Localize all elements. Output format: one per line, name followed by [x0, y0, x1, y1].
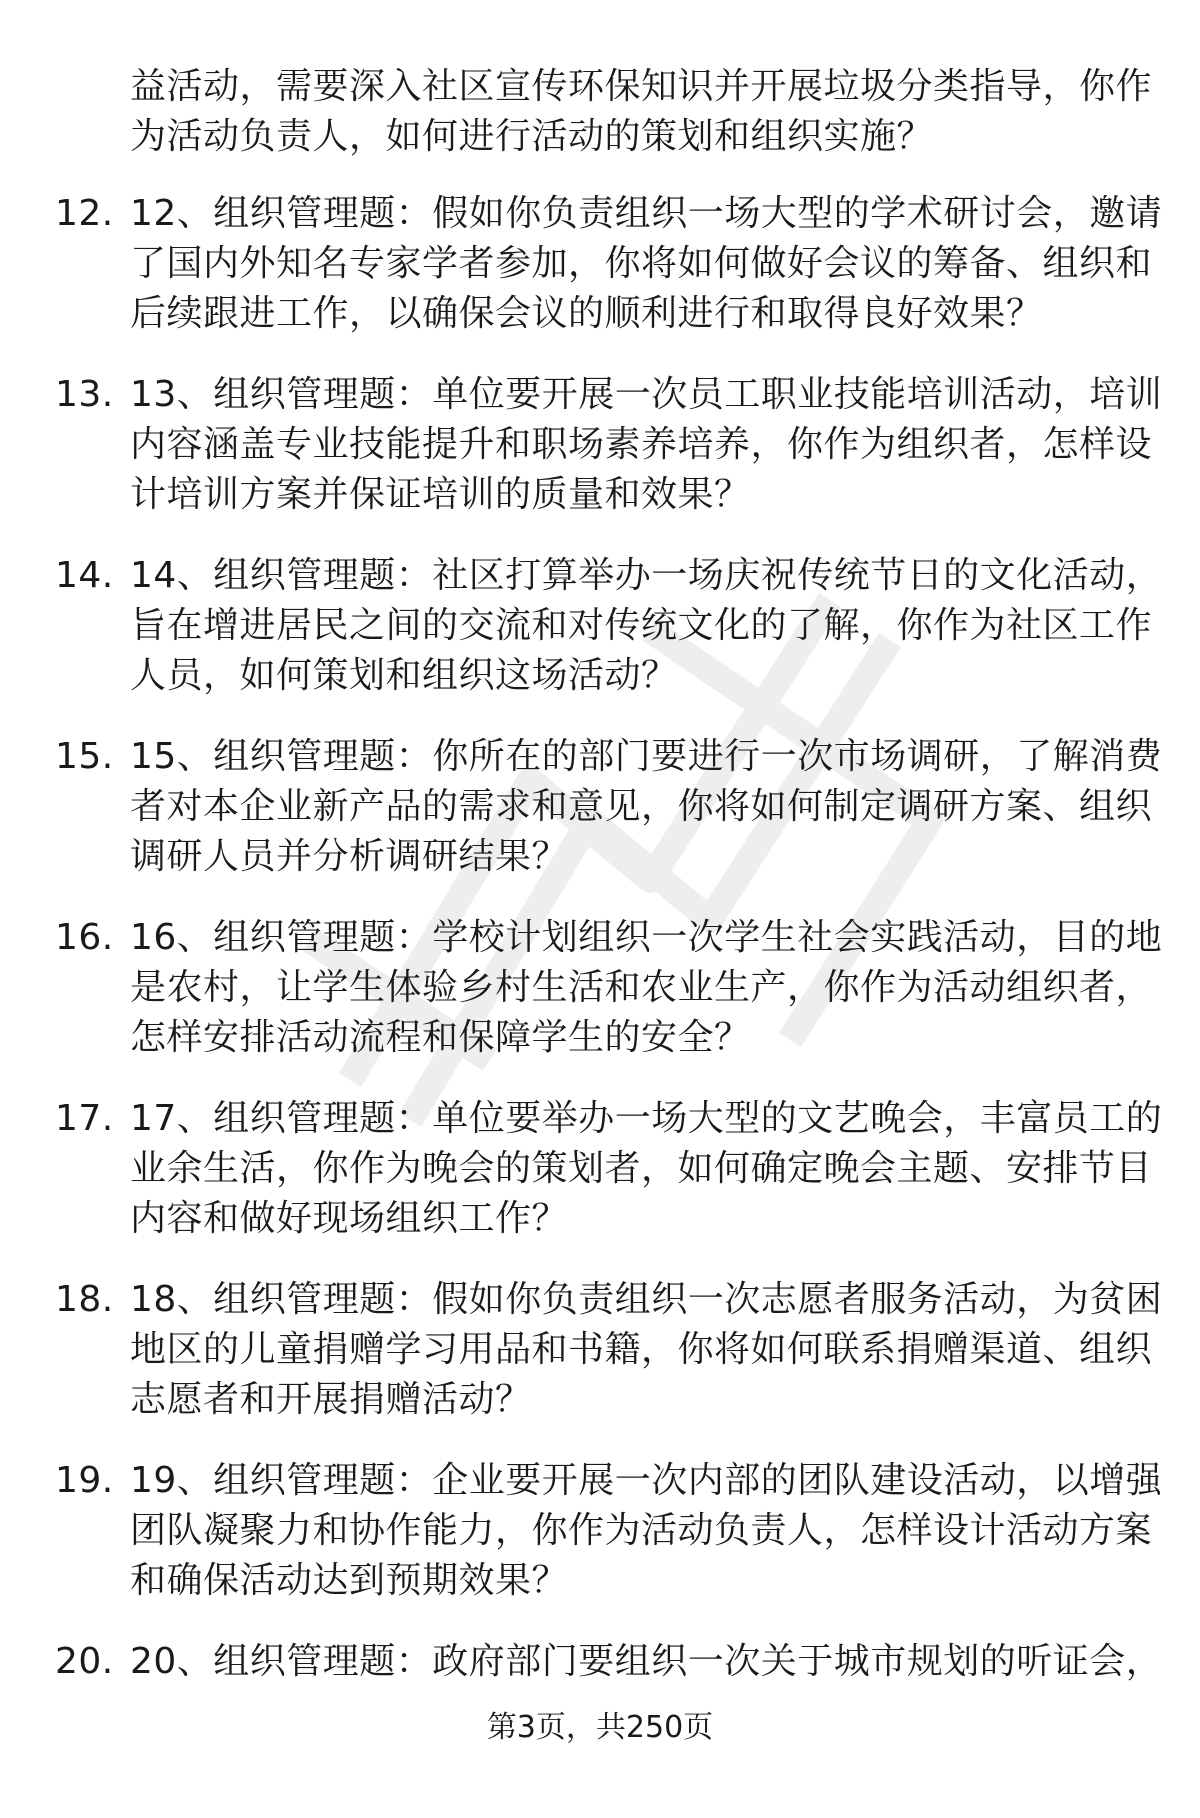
- question-text: [130, 551, 1163, 701]
- question-line: 是农村，让学生体验乡村生活和农业生产，你作为活动组织者，: [130, 967, 1153, 1008]
- question-text: [130, 1094, 1163, 1244]
- question-number: 16.: [55, 917, 114, 958]
- continuation-paragraph: [130, 62, 1153, 162]
- question-line: 团队凝聚力和协作能力，你作为活动负责人，怎样设计活动方案: [130, 1510, 1153, 1551]
- question-line: 怎样安排活动流程和保障学生的安全？: [130, 1017, 751, 1058]
- question-number: 14.: [55, 555, 114, 596]
- question-number: 12.: [55, 193, 114, 234]
- question-number: 18.: [55, 1279, 114, 1320]
- question-line: 19、组织管理题：企业要开展一次内部的团队建设活动，以增强: [130, 1460, 1163, 1501]
- question-number: 17.: [55, 1098, 114, 1139]
- question-list: [0, 189, 1200, 1818]
- question-line: 业余生活，你作为晚会的策划者，如何确定晚会主题、安排节目: [130, 1148, 1153, 1189]
- question-number: 19.: [55, 1460, 114, 1501]
- question-line: 志愿者和开展捐赠活动？: [130, 1379, 532, 1420]
- question-line: 者对本企业新产品的需求和意见，你将如何制定调研方案、组织: [130, 786, 1153, 827]
- question-line: 14、组织管理题：社区打算举办一场庆祝传统节日的文化活动，: [130, 555, 1163, 596]
- question-item-18: [0, 1275, 1200, 1456]
- question-line: 17、组织管理题：单位要举办一场大型的文艺晚会，丰富员工的: [130, 1098, 1163, 1139]
- continuation-line: 益活动，需要深入社区宣传环保知识并开展垃圾分类指导，你作: [130, 66, 1153, 107]
- question-text: [130, 732, 1163, 882]
- question-text: [130, 1456, 1163, 1606]
- question-text: [130, 1637, 1163, 1687]
- question-text: [130, 189, 1163, 339]
- question-item-12: [0, 189, 1200, 370]
- question-item-15: [0, 732, 1200, 913]
- question-text: [130, 370, 1163, 520]
- question-line: 内容涵盖专业技能提升和职场素养培养，你作为组织者，怎样设: [130, 424, 1153, 465]
- question-line: 计培训方案并保证培训的质量和效果？: [130, 474, 751, 515]
- question-item-17: [0, 1094, 1200, 1275]
- question-item-19: [0, 1456, 1200, 1637]
- question-line: 内容和做好现场组织工作？: [130, 1198, 569, 1239]
- question-line: 15、组织管理题：你所在的部门要进行一次市场调研，了解消费: [130, 736, 1163, 777]
- question-line: 地区的儿童捐赠学习用品和书籍，你将如何联系捐赠渠道、组织: [130, 1329, 1153, 1370]
- question-line: 后续跟进工作，以确保会议的顺利进行和取得良好效果？: [130, 293, 1043, 334]
- question-line: 20、组织管理题：政府部门要组织一次关于城市规划的听证会，: [130, 1641, 1163, 1682]
- question-line: 12、组织管理题：假如你负责组织一场大型的学术研讨会，邀请: [130, 193, 1163, 234]
- question-number: 20.: [55, 1641, 114, 1682]
- page-footer: 第3页，共250页: [486, 1710, 714, 1745]
- question-line: 18、组织管理题：假如你负责组织一次志愿者服务活动，为贫困: [130, 1279, 1163, 1320]
- question-line: 13、组织管理题：单位要开展一次员工职业技能培训活动，培训: [130, 374, 1163, 415]
- question-line: 调研人员并分析调研结果？: [130, 836, 569, 877]
- question-item-16: [0, 913, 1200, 1094]
- question-number: 13.: [55, 374, 114, 415]
- question-line: 和确保活动达到预期效果？: [130, 1560, 569, 1601]
- question-item-14: [0, 551, 1200, 732]
- question-text: [130, 913, 1163, 1063]
- question-item-13: [0, 370, 1200, 551]
- question-text: [130, 1275, 1163, 1425]
- question-line: 16、组织管理题：学校计划组织一次学生社会实践活动，目的地: [130, 917, 1163, 958]
- question-number: 15.: [55, 736, 114, 777]
- question-line: 了国内外知名专家学者参加，你将如何做好会议的筹备、组织和: [130, 243, 1153, 284]
- continuation-line: 为活动负责人，如何进行活动的策划和组织实施？: [130, 116, 934, 157]
- question-line: 旨在增进居民之间的交流和对传统文化的了解，你作为社区工作: [130, 605, 1153, 646]
- question-line: 人员，如何策划和组织这场活动？: [130, 655, 678, 696]
